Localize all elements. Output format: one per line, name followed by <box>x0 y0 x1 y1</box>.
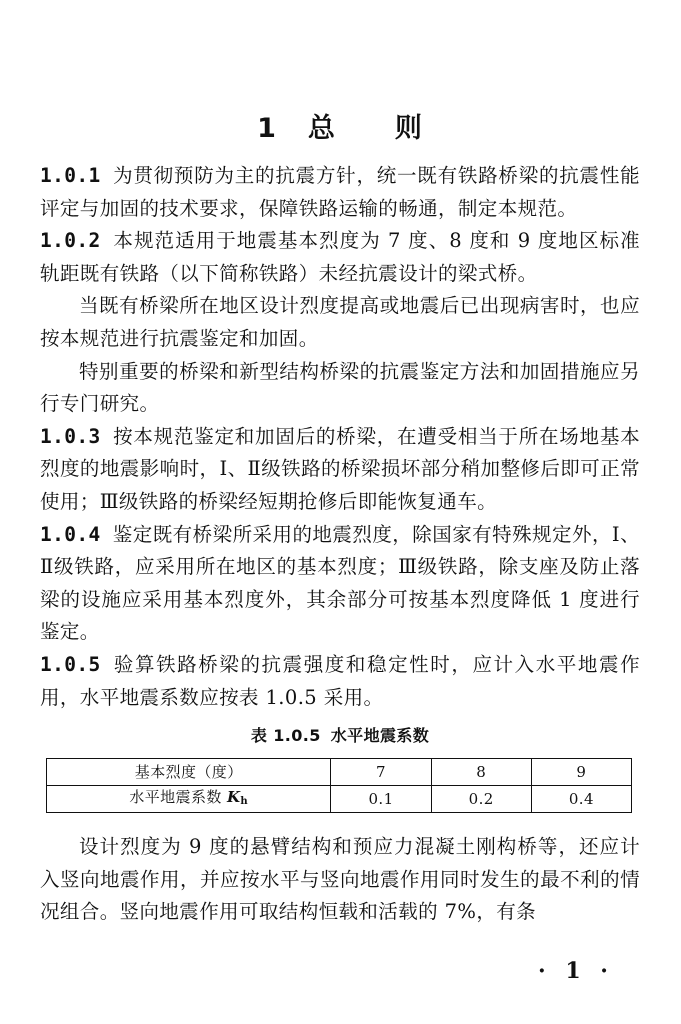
clause-text: 为贯彻预防为主的抗震方针，统一既有铁路桥梁的抗震性能评定与加固的技术要求，保障铁路运输的畅通，制定本规范。 <box>40 164 640 220</box>
table-caption <box>40 724 640 748</box>
table-row-label <box>47 786 331 813</box>
clause-number: 1.0.3 <box>40 424 101 448</box>
table-cell: 0.4 <box>531 786 631 813</box>
table-row <box>47 759 632 786</box>
clause-text: 鉴定既有桥梁所采用的地震烈度，除国家有特殊规定外，Ⅰ、Ⅱ级铁路，应采用所在地区的基本烈度；Ⅲ级铁路，除支座及防止落梁的设施应采用基本烈度外，其余部分可按基本烈度降低 1 度进行鉴定。 <box>40 522 640 644</box>
clause-1-0-4 <box>40 519 640 649</box>
clause-text: 设计烈度为 9 度的悬臂结构和预应力混凝土刚构桥等，还应计入竖向地震作用，并应按水平与竖向地震作用同时发生的最不利的情况组合。竖向地震作用可取结构恒载和活载的 7%，有条 <box>40 835 640 924</box>
clause-text: 验算铁路桥梁的抗震强度和稳定性时，应计入水平地震作用，水平地震系数应按表 1.0.5 采用。 <box>40 652 640 709</box>
chapter-title <box>0 106 681 145</box>
clause-1-0-2-para-2 <box>40 290 640 355</box>
table-caption-number: 表 1.0.5 <box>250 726 321 746</box>
clause-1-0-5-continued <box>40 831 640 929</box>
clause-number: 1.0.5 <box>40 652 101 676</box>
clause-1-0-1 <box>40 160 640 225</box>
clause-1-0-2-para-3 <box>40 356 640 421</box>
chapter-word-2: 则 <box>394 113 424 144</box>
clause-text: 按本规范鉴定和加固后的桥梁，在遭受相当于所在场地基本烈度的地震影响时，Ⅰ、Ⅱ级铁路的桥梁损坏部分稍加整修后即可正常使用；Ⅲ级铁路的桥梁经短期抢修后即能恢复通车。 <box>40 424 640 513</box>
clause-1-0-3 <box>40 421 640 519</box>
clause-text: 当既有桥梁所在地区设计烈度提高或地震后已出现病害时，也应按本规范进行抗震鉴定和加固。 <box>40 294 640 350</box>
table-cell: 0.1 <box>331 786 431 813</box>
clause-number: 1.0.1 <box>40 164 101 187</box>
table-cell: 0.2 <box>431 786 531 813</box>
table-caption-title: 水平地震系数 <box>330 726 430 746</box>
clause-1-0-5 <box>40 649 640 714</box>
row-label-text: 水平地震系数 <box>129 787 222 806</box>
coefficient-subscript: h <box>240 795 249 807</box>
chapter-number: 1 <box>257 113 278 144</box>
seismic-coefficient-table <box>46 758 632 813</box>
coefficient-symbol: K <box>226 787 241 806</box>
clause-number: 1.0.2 <box>40 229 101 253</box>
clause-text: 特别重要的桥梁和新型结构桥梁的抗震鉴定方法和加固措施应另行专门研究。 <box>40 359 640 416</box>
table-cell: 7 <box>331 759 431 786</box>
clause-text: 本规范适用于地震基本烈度为 7 度、8 度和 9 度地区标准轨距既有铁路（以下简称铁路）未经抗震设计的梁式桥。 <box>40 229 640 285</box>
table-row <box>47 786 632 813</box>
clause-number: 1.0.4 <box>40 522 101 546</box>
clause-1-0-2 <box>40 225 640 290</box>
chapter-body <box>40 160 640 929</box>
chapter-word-1: 总 <box>307 113 337 144</box>
table-cell: 9 <box>531 759 631 786</box>
page-number: · 1 · <box>538 958 614 984</box>
table-cell: 8 <box>431 759 531 786</box>
table-row-label: 基本烈度（度） <box>47 759 331 786</box>
